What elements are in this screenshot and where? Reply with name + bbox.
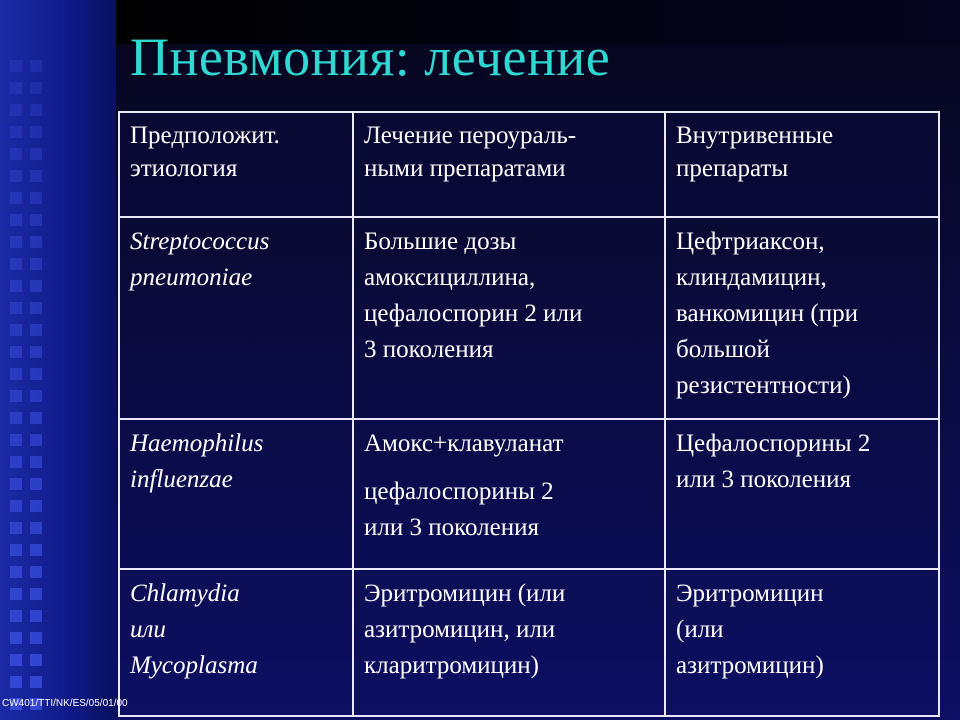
iv-line: Эритромицин — [676, 579, 824, 607]
iv-cell — [665, 217, 939, 419]
iv-line: азитромицин) — [676, 651, 824, 679]
decorative-square — [30, 368, 42, 380]
decorative-square — [30, 610, 42, 622]
oral-cell — [353, 217, 665, 419]
decorative-square — [30, 170, 42, 182]
decorative-square — [30, 280, 42, 292]
decorative-square — [30, 412, 42, 424]
treatment-table — [118, 111, 940, 717]
decorative-square — [30, 434, 42, 446]
iv-line: клиндамицин, — [676, 264, 827, 292]
decorative-square — [30, 302, 42, 314]
decorative-square — [30, 390, 42, 402]
header-iv-line2: препараты — [676, 155, 789, 182]
iv-line: Цефтриаксон, — [676, 228, 825, 256]
oral-line: Амокс+клавуланат — [364, 430, 564, 458]
decorative-square — [30, 104, 42, 116]
decorative-square — [10, 522, 22, 534]
decorative-square — [10, 280, 22, 292]
header-etiology — [119, 112, 353, 217]
decorative-square — [10, 500, 22, 512]
decorative-square — [10, 478, 22, 490]
decorative-square — [10, 610, 22, 622]
oral-line: кларитромицин) — [364, 651, 540, 679]
decorative-square — [30, 500, 42, 512]
oral-line: цефалоспорин 2 или — [364, 300, 583, 328]
decorative-square — [10, 324, 22, 336]
decorative-square — [30, 192, 42, 204]
oral-cell — [353, 419, 665, 568]
decorative-square — [10, 588, 22, 600]
decorative-square — [30, 324, 42, 336]
table-header-row — [119, 112, 939, 217]
header-oral-line2: ными препаратами — [364, 155, 566, 182]
decorative-square — [30, 60, 42, 72]
etiology-line: Chlamydia — [130, 579, 240, 607]
decorative-square — [10, 412, 22, 424]
etiology-cell — [119, 419, 353, 568]
decorative-square — [10, 544, 22, 556]
iv-line: резистентности) — [676, 372, 851, 400]
etiology-line: Streptococcus — [130, 228, 270, 256]
table-row — [119, 419, 939, 568]
header-etiology-line2: этиология — [130, 155, 238, 182]
decorative-square — [10, 632, 22, 644]
slide-title: Пневмония: лечение — [130, 27, 611, 87]
etiology-line: pneumoniae — [130, 264, 253, 292]
header-iv — [665, 112, 939, 217]
decorative-square — [10, 456, 22, 468]
decorative-square — [30, 522, 42, 534]
iv-line: ванкомицин (при — [676, 300, 859, 328]
oral-line: или 3 поколения — [364, 514, 539, 542]
etiology-line: Mycoplasma — [130, 651, 258, 679]
decorative-square — [30, 588, 42, 600]
etiology-cell — [119, 569, 353, 716]
decorative-square — [10, 148, 22, 160]
oral-cell — [353, 569, 665, 716]
decorative-square — [10, 126, 22, 138]
decorative-square — [10, 104, 22, 116]
table-row — [119, 217, 939, 419]
header-oral-line1: Лечение пероураль- — [364, 122, 577, 149]
slide-footer-code: CW401/TTI/NK/ES/05/01/00 — [2, 698, 128, 709]
etiology-line: Haemophilus — [130, 430, 264, 458]
iv-cell — [665, 419, 939, 568]
decorative-square — [10, 654, 22, 666]
decorative-square — [30, 82, 42, 94]
decorative-square — [10, 346, 22, 358]
decorative-square — [10, 566, 22, 578]
etiology-cell — [119, 217, 353, 419]
decorative-square — [30, 236, 42, 248]
oral-line: 3 поколения — [364, 336, 494, 364]
decorative-square — [30, 478, 42, 490]
iv-line: большой — [676, 336, 770, 364]
decorative-square — [10, 368, 22, 380]
decorative-square — [30, 258, 42, 270]
header-iv-line1: Внутривенные — [676, 122, 834, 149]
decorative-square — [10, 82, 22, 94]
decorative-square — [30, 566, 42, 578]
decorative-square — [10, 60, 22, 72]
decorative-square — [10, 676, 22, 688]
etiology-line: influenzae — [130, 466, 233, 494]
decorative-square — [10, 192, 22, 204]
header-oral — [353, 112, 665, 217]
oral-line: Большие дозы — [364, 228, 517, 256]
decorative-square — [10, 236, 22, 248]
decorative-square — [10, 214, 22, 226]
decorative-square — [30, 214, 42, 226]
etiology-line: или — [130, 615, 166, 643]
decorative-square — [30, 676, 42, 688]
iv-cell — [665, 569, 939, 716]
iv-line: (или — [676, 615, 724, 643]
decorative-square — [30, 632, 42, 644]
decorative-square — [30, 654, 42, 666]
decorative-square — [10, 302, 22, 314]
iv-line: Цефалоспорины 2 — [676, 430, 871, 458]
table-row — [119, 569, 939, 716]
decorative-square — [30, 544, 42, 556]
decorative-square — [30, 346, 42, 358]
left-decorative-band — [0, 0, 116, 720]
decorative-square — [10, 390, 22, 402]
oral-line: цефалоспорины 2 — [364, 478, 554, 506]
decorative-square — [30, 456, 42, 468]
oral-line: Эритромицин (или — [364, 579, 566, 607]
oral-line: азитромицин, или — [364, 615, 556, 643]
decorative-square — [30, 148, 42, 160]
iv-line: или 3 поколения — [676, 466, 851, 494]
decorative-square — [30, 126, 42, 138]
decorative-square — [10, 170, 22, 182]
oral-line: амоксициллина, — [364, 264, 536, 292]
header-etiology-line1: Предположит. — [130, 122, 280, 149]
decorative-square — [10, 258, 22, 270]
decorative-square — [10, 434, 22, 446]
